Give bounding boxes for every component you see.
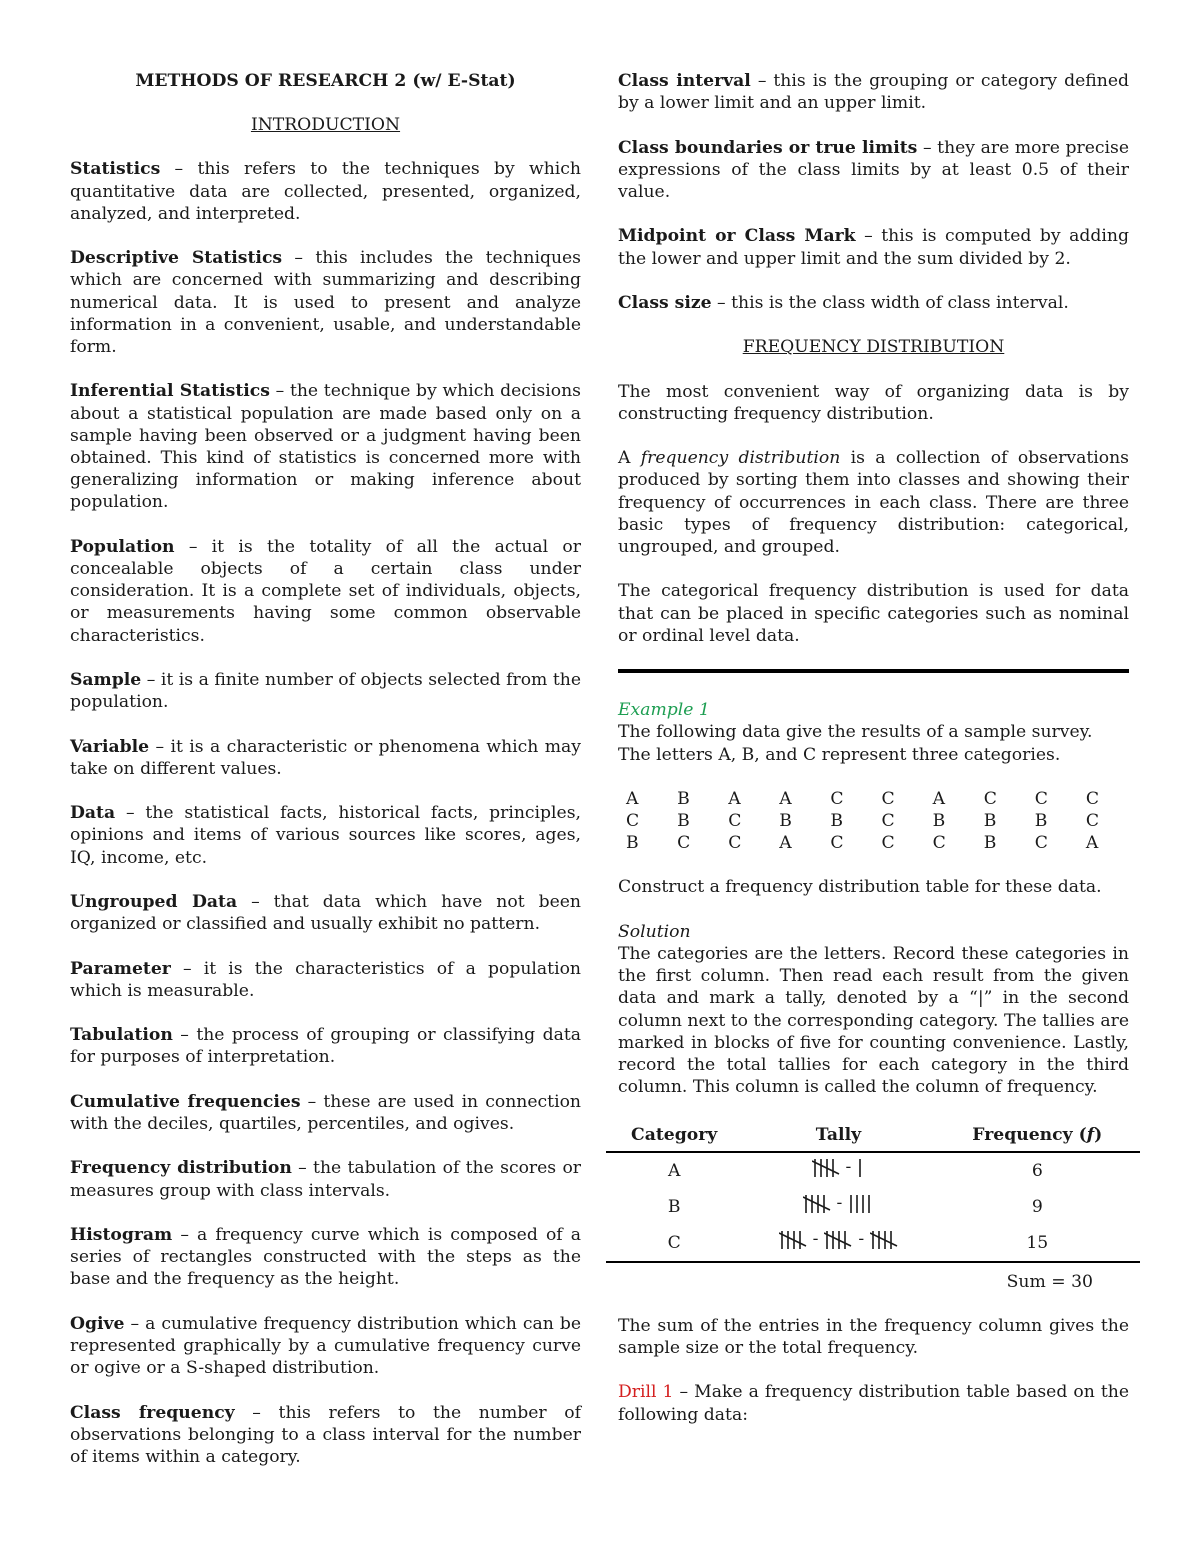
definition-text: – this is the class width of class interval. bbox=[711, 292, 1069, 313]
document-title: METHODS OF RESEARCH 2 (w/ E-Stat) bbox=[135, 71, 516, 91]
definition-text: – the statistical facts, historical facts, principles, opinions and items of various sources like scores, ages, IQ, income, etc. bbox=[70, 803, 581, 868]
definition-paragraph bbox=[618, 137, 1129, 204]
definition-paragraph bbox=[618, 225, 1129, 269]
drill-label: Drill 1 bbox=[618, 1382, 674, 1403]
definition-paragraph bbox=[618, 70, 1129, 114]
data-cell: A bbox=[626, 788, 639, 809]
tally-separator: - bbox=[836, 1193, 843, 1214]
definition-term: Variable bbox=[70, 736, 150, 757]
definition-term: Descriptive Statistics bbox=[70, 248, 283, 269]
data-cell: B bbox=[983, 810, 997, 831]
definition-term: Frequency distribution bbox=[70, 1158, 292, 1179]
definition-text: – it is the totality of all the actual or concealable objects of a certain class under consideration. It is a complete set of individuals, objects, or measurements having some common observable characteristics. bbox=[70, 536, 581, 646]
data-cell: C bbox=[881, 788, 895, 809]
data-cell: C bbox=[1085, 788, 1100, 809]
survey-data-grid bbox=[618, 788, 1129, 855]
data-cell: B bbox=[779, 810, 792, 831]
definition-paragraph bbox=[618, 292, 1129, 314]
definition-paragraph bbox=[70, 1313, 581, 1380]
data-cell: C bbox=[983, 788, 997, 809]
paragraph-intro: The most convenient way of organizing data is by constructing frequency distribution. bbox=[618, 381, 1129, 424]
tally-five-icon bbox=[803, 1193, 831, 1215]
data-cell: B bbox=[830, 810, 844, 831]
definition-paragraph bbox=[70, 1024, 581, 1068]
category-cell: C bbox=[606, 1225, 742, 1262]
definition-paragraph bbox=[70, 736, 581, 780]
definition-text: – the tabulation of the scores or measures group with class intervals. bbox=[70, 1158, 582, 1201]
definition-text: – this refers to the techniques by which quantitative data are collected, presented, organized, analyzed, and interpreted. bbox=[70, 159, 581, 224]
definition-term: Sample bbox=[70, 670, 142, 691]
frequency-distribution-term: frequency distribution bbox=[640, 448, 841, 469]
table-row bbox=[606, 1152, 1140, 1189]
solution-block bbox=[618, 921, 1129, 1099]
data-cell: C bbox=[881, 833, 895, 854]
category-cell: A bbox=[667, 1160, 681, 1181]
data-cell: C bbox=[830, 833, 844, 854]
drill-instruction: Drill 1 – Make a frequency distribution table based on the following data: bbox=[618, 1382, 1129, 1425]
sum-note: The sum of the entries in the frequency column gives the sample size or the total frequency. bbox=[618, 1315, 1129, 1359]
frequency-table bbox=[606, 1120, 1140, 1262]
data-cell: A bbox=[779, 788, 792, 809]
definition-paragraph bbox=[70, 802, 581, 869]
definition-text: – the technique by which decisions about a statistical population are made based only on a sample having been observed or a judgment having been obtained. This kind of statistics is concerned more with generalizing information or making inference about population. bbox=[70, 381, 581, 513]
table-header-row bbox=[606, 1120, 1140, 1151]
definition-text: – it is a characteristic or phenomena which may take on different values. bbox=[70, 736, 581, 779]
section-heading-frequency-distribution: FREQUENCY DISTRIBUTION bbox=[742, 337, 1005, 358]
definition-term: Class boundaries or true limits bbox=[618, 137, 918, 158]
data-cell: B bbox=[677, 810, 690, 831]
definition-paragraph bbox=[70, 891, 581, 935]
definition-term: Class size bbox=[618, 292, 712, 313]
table-row bbox=[606, 1225, 1140, 1262]
definition-term: Ogive bbox=[70, 1313, 125, 1334]
tally-five-icon bbox=[812, 1157, 840, 1179]
frequency-cell: 6 bbox=[1031, 1160, 1043, 1181]
tally-strokes-icon bbox=[857, 1157, 865, 1179]
data-cell: C bbox=[830, 788, 844, 809]
definition-list-continued bbox=[618, 70, 1129, 314]
tally-separator: - bbox=[845, 1157, 852, 1178]
table-row bbox=[606, 1189, 1140, 1225]
data-cell: B bbox=[677, 788, 690, 809]
data-cell: A bbox=[1085, 833, 1099, 854]
solution-label: Solution bbox=[618, 921, 691, 942]
data-cell: B bbox=[932, 810, 946, 831]
definition-text: – this refers to the number of observations belonging to a class interval for the number of items within a category. bbox=[70, 1402, 581, 1467]
definition-text: – these are used in connection with the deciles, quartiles, percentiles, and ogives. bbox=[70, 1091, 581, 1134]
data-cell: C bbox=[881, 810, 895, 831]
data-cell: A bbox=[932, 788, 946, 809]
definition-term: Midpoint or Class Mark bbox=[618, 226, 856, 247]
definition-list bbox=[70, 158, 581, 1468]
section-heading-introduction: INTRODUCTION bbox=[250, 115, 401, 136]
definition-term: Parameter bbox=[70, 958, 171, 979]
category-cell: B bbox=[667, 1196, 681, 1217]
definition-term: Data bbox=[70, 803, 116, 824]
definition-term: Cumulative frequencies bbox=[70, 1091, 301, 1112]
definition-paragraph bbox=[70, 536, 581, 647]
definition-text: – it is a finite number of objects selected from the population. bbox=[70, 670, 581, 713]
frequency-cell: 15 bbox=[935, 1225, 1140, 1262]
data-cell: C bbox=[932, 833, 946, 854]
data-cell: C bbox=[1034, 833, 1048, 854]
tally-marks bbox=[779, 1228, 899, 1250]
tally-cell bbox=[742, 1225, 934, 1262]
header-tally: Tally bbox=[742, 1120, 934, 1151]
definition-text: – this is the grouping or category defined by a lower limit and an upper limit. bbox=[618, 71, 1129, 114]
data-cell: B bbox=[983, 833, 997, 854]
tally-cell bbox=[742, 1152, 934, 1189]
paragraph-frequency-distribution: A frequency distribution is a collection of observations produced by sorting them into classes and showing their frequency of occurrences in each class. There are three basic types of frequency distribution: categorical, ungrouped, and grouped. bbox=[618, 448, 1129, 557]
definition-paragraph bbox=[70, 1402, 581, 1469]
paragraph-categorical: The categorical frequency distribution is used for data that can be placed in specific categories such as nominal or ordinal level data. bbox=[618, 581, 1129, 646]
header-category: Category bbox=[606, 1120, 742, 1151]
definition-text: – the process of grouping or classifying data for purposes of interpretation. bbox=[70, 1025, 581, 1068]
table-sum: Sum = 30 bbox=[1006, 1271, 1093, 1292]
tally-marks bbox=[803, 1192, 875, 1214]
definition-text: – this is computed by adding the lower and upper limit and the sum divided by 2. bbox=[618, 226, 1129, 269]
frequency-cell: 9 bbox=[1031, 1196, 1043, 1217]
definition-term: Statistics bbox=[70, 159, 161, 180]
definition-term: Class interval bbox=[618, 71, 751, 91]
definition-text: – this includes the techniques which are concerned with summarizing and describing numerical data. It is used to present and analyze information in a convenient, usable, and understandable form. bbox=[70, 248, 582, 358]
definition-paragraph bbox=[70, 1224, 581, 1291]
definition-term: Histogram bbox=[70, 1224, 173, 1245]
definition-paragraph bbox=[70, 247, 581, 358]
example-text: The following data give the results of a sample survey. The letters A, B, and C represent three categories. bbox=[618, 722, 1093, 765]
definition-term: Inferential Statistics bbox=[70, 381, 270, 402]
data-cell: B bbox=[1034, 810, 1048, 831]
right-column bbox=[618, 70, 1129, 1448]
example-block bbox=[618, 699, 1129, 766]
definition-paragraph bbox=[70, 380, 581, 513]
definition-text: – they are more precise expressions of the class limits by at least 0.5 of their value. bbox=[618, 137, 1129, 202]
definition-term: Class frequency bbox=[70, 1402, 235, 1423]
left-column bbox=[70, 70, 581, 1490]
definition-text: – a frequency curve which is composed of a series of rectangles constructed with the steps as the base and the frequency as the height. bbox=[70, 1224, 581, 1290]
data-cell: C bbox=[677, 833, 691, 854]
definition-paragraph bbox=[70, 1157, 581, 1201]
data-cell: A bbox=[779, 833, 792, 854]
data-cell: C bbox=[626, 810, 640, 831]
definition-text: – it is the characteristics of a population which is measurable. bbox=[70, 958, 581, 1001]
tally-strokes-icon bbox=[848, 1193, 874, 1215]
data-cell: A bbox=[728, 788, 741, 809]
data-cell: C bbox=[1085, 810, 1100, 831]
table-body bbox=[606, 1152, 1140, 1262]
example-label: Example 1 bbox=[618, 700, 710, 721]
definition-paragraph bbox=[70, 669, 581, 713]
data-cell: C bbox=[728, 833, 742, 854]
definition-paragraph bbox=[70, 958, 581, 1002]
definition-term: Tabulation bbox=[70, 1025, 173, 1046]
definition-paragraph bbox=[70, 1091, 581, 1135]
definition-term: Ungrouped Data bbox=[70, 892, 238, 912]
header-frequency: Frequency (f) bbox=[935, 1120, 1140, 1151]
definition-text: – a cumulative frequency distribution which can be represented graphically by a cumulative frequency curve or ogive or a S-shaped distribution. bbox=[70, 1313, 581, 1379]
construct-instruction: Construct a frequency distribution table for these data. bbox=[618, 877, 1102, 898]
data-cell: C bbox=[1034, 788, 1048, 809]
tally-marks bbox=[812, 1156, 866, 1178]
data-cell: B bbox=[626, 833, 639, 854]
data-cell: C bbox=[728, 810, 742, 831]
definition-term: Population bbox=[70, 536, 175, 557]
tally-five-icon bbox=[824, 1229, 852, 1251]
definition-text: – that data which have not been organized or classified and usually exhibit no pattern. bbox=[70, 892, 581, 935]
divider bbox=[618, 669, 1129, 673]
solution-text: The categories are the letters. Record these categories in the first column. Then read each result from the given data and mark a tally, denoted by a “|” in the second column next to the corresponding category. The tallies are marked in blocks of five for counting convenience. Lastly, record the total tallies for each category in the third column. This column is called the column of frequency. bbox=[618, 943, 1129, 1098]
tally-separator: - bbox=[812, 1229, 819, 1250]
tally-five-icon bbox=[870, 1229, 898, 1251]
definition-paragraph bbox=[70, 158, 581, 225]
tally-separator: - bbox=[858, 1229, 865, 1250]
tally-cell bbox=[742, 1189, 934, 1225]
tally-five-icon bbox=[779, 1229, 807, 1251]
